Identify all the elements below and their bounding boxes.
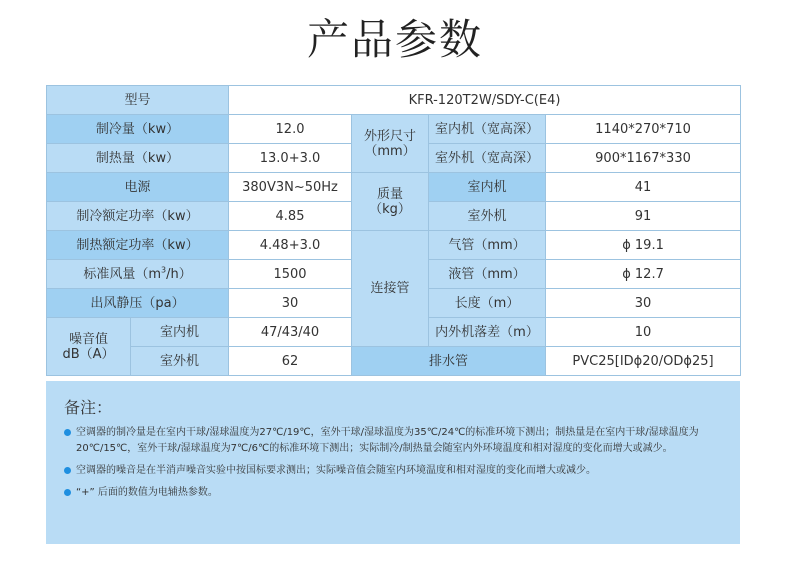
noise-label-line2: dB（A） (62, 346, 115, 362)
model-value: KFR-120T2W/SDY-C(E4) (229, 86, 741, 115)
cooling-capacity-label: 制冷量（kw） (47, 115, 229, 144)
rated-heating-power-value: 4.48+3.0 (229, 231, 352, 260)
dimensions-label (352, 115, 429, 173)
notes-panel (46, 381, 740, 544)
rated-heating-power-label: 制热额定功率（kw） (47, 231, 229, 260)
heating-capacity-label: 制热量（kw） (47, 144, 229, 173)
table-row (47, 231, 741, 260)
dimensions-label-line1: 外形尺寸 (364, 128, 417, 144)
outdoor-dimensions-value: 900*1167*330 (546, 144, 741, 173)
dimensions-label-line2: （mm） (364, 143, 416, 159)
static-pressure-label: 出风静压（pa） (47, 289, 229, 318)
indoor-dimensions-label: 室内机（宽高深） (429, 115, 546, 144)
notes-title: 备注： (64, 398, 113, 417)
connecting-pipe-label: 连接管 (352, 231, 429, 347)
note-item (64, 463, 722, 479)
table-row (47, 173, 741, 202)
drain-pipe-value: PVC25[IDϕ20/ODϕ25] (546, 347, 741, 376)
note-item (64, 425, 722, 457)
weight-label-line2: （kg） (369, 201, 411, 217)
static-pressure-value: 30 (229, 289, 352, 318)
power-supply-value: 380V3N~50Hz (229, 173, 352, 202)
noise-outdoor-value: 62 (229, 347, 352, 376)
airflow-label (47, 260, 229, 289)
note-text: 空调器的制冷量是在室内干球/湿球温度为27℃/19℃，室外干球/湿球温度为35℃/24℃的标准环境下测出；制热量是在室内干球/湿球温度为20℃/15℃，室外干球/湿球温度为7℃/6℃的标准环境下测出；实际制冷/制热量会随室内外环境温度和相对湿度的变化而增大或减少。 (76, 427, 699, 454)
outdoor-dimensions-label: 室外机（宽高深） (429, 144, 546, 173)
table-row (47, 86, 741, 115)
height-difference-value: 10 (546, 318, 741, 347)
note-text: 空调器的噪音是在半消声噪音实验中按国标要求测出；实际噪音值会随室内环境温度和相对湿度的变化而增大或减少。 (76, 465, 596, 476)
height-difference-label: 内外机落差（m） (429, 318, 546, 347)
heating-capacity-value: 13.0+3.0 (229, 144, 352, 173)
outdoor-weight-label: 室外机 (429, 202, 546, 231)
cooling-capacity-value: 12.0 (229, 115, 352, 144)
note-text: “+” 后面的数值为电辅热参数。 (76, 487, 218, 498)
table-row (47, 347, 741, 376)
noise-indoor-value: 47/43/40 (229, 318, 352, 347)
airflow-label-sup: 3 (160, 265, 167, 275)
rated-cooling-power-label: 制冷额定功率（kw） (47, 202, 229, 231)
drain-pipe-label: 排水管 (352, 347, 546, 376)
spec-table (46, 85, 741, 376)
liquid-pipe-label: 液管（mm） (429, 260, 546, 289)
outdoor-weight-value: 91 (546, 202, 741, 231)
indoor-weight-label: 室内机 (429, 173, 546, 202)
model-label: 型号 (47, 86, 229, 115)
indoor-weight-value: 41 (546, 173, 741, 202)
airflow-label-pre: 标准风量（m (83, 266, 161, 282)
bullet-icon (64, 429, 71, 436)
noise-indoor-label: 室内机 (131, 318, 229, 347)
airflow-label-post: /h） (166, 266, 192, 282)
liquid-pipe-value: ϕ 12.7 (546, 260, 741, 289)
indoor-dimensions-value: 1140*270*710 (546, 115, 741, 144)
note-item (64, 485, 722, 501)
rated-cooling-power-value: 4.85 (229, 202, 352, 231)
bullet-icon (64, 489, 71, 496)
gas-pipe-value: ϕ 19.1 (546, 231, 741, 260)
weight-label-line1: 质量 (377, 186, 404, 202)
table-row (47, 115, 741, 144)
airflow-value: 1500 (229, 260, 352, 289)
noise-label-line1: 噪音值 (68, 331, 108, 347)
pipe-length-label: 长度（m） (429, 289, 546, 318)
pipe-length-value: 30 (546, 289, 741, 318)
noise-outdoor-label: 室外机 (131, 347, 229, 376)
bullet-icon (64, 467, 71, 474)
noise-label (47, 318, 131, 376)
gas-pipe-label: 气管（mm） (429, 231, 546, 260)
page-title: 产品参数 (306, 15, 483, 64)
power-supply-label: 电源 (47, 173, 229, 202)
weight-label (352, 173, 429, 231)
